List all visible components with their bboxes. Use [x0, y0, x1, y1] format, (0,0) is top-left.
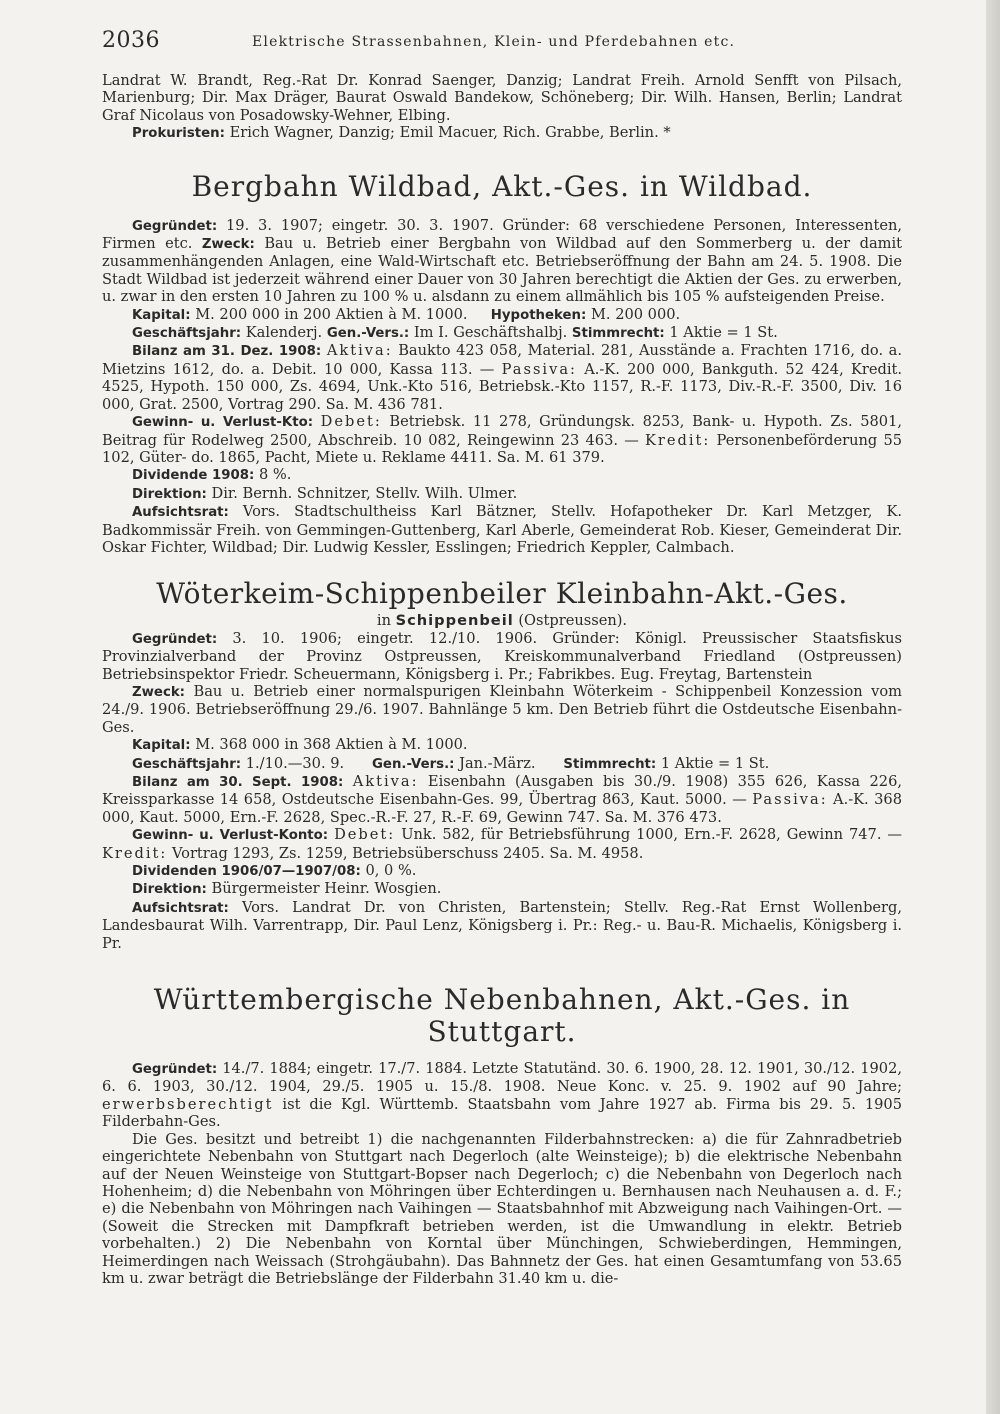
wuerttemberg-gegruendet-b: ist die Kgl. Württemb. Staatsbahn vom Jahre 1927 ab. Firma bis 29. 5. 1905 Filderbahn-Ges.: [102, 1095, 902, 1131]
wuerttemberg-gegruendet-a: 14./7. 1884; eingetr. 17./7. 1884. Letzte Statutänd. 30. 6. 1900, 28. 12. 1901, 30./12. 1902, 6. 6. 1903, 30./12. 1904, 29./5. 1905 u. 15./8. 1908. Neue Konc. v. 25. 9. 1902 auf 90 Jahre;: [102, 1060, 902, 1096]
wildbad-guv: Gewinn- u. Verlust-Kto: Debet: Betriebsk. 11 278, Gründungsk. 8253, Bank- u. Hypoth. Zs. 5801, Beitrag für Rodelweg 2500, Abschreib. 10 082, Reingewinn 23 463. — Kredit: Personenbeförderung 55 102, Güter- do. 1865, Pacht, Miete u. Reklame 4411. Sa. M. 61 379.: [102, 413, 903, 466]
prokuristen-paragraph: [102, 124, 902, 142]
wildbad-genvers-label: Gen.-Vers.:: [326, 326, 410, 342]
wildbad-stimmrecht-label: Stimmrecht:: [571, 326, 665, 342]
woeterkeim-guv-kredit: Vortrag 1293, Zs. 1259, Betriebsüberschuss 2405. Sa. M. 4958.: [171, 844, 644, 862]
page-content: [102, 72, 902, 1287]
wildbad-stimmrecht-text: 1 Aktie = 1 St.: [669, 324, 778, 342]
woeterkeim-genvers-label: Gen.-Vers.:: [372, 756, 455, 772]
wildbad-direktion-text: Dir. Bernh. Schnitzer, Stellv. Wilh. Ulmer.: [211, 484, 518, 502]
wildbad-kapital: [102, 306, 902, 324]
woeterkeim-gegruendet-text: 3. 10. 1906; eingetr. 12./10. 1906. Gründer: Königl. Preussischer Staatsfiskus Provinzialverband der Provinz Ostpreussen, Kreiskommunalverband Friedland (Ostpreussen) Betriebsinspektor Friedr. Scheuermann, Königsberg i. Pr.; Fabrikbes. Eug. Freytag, Bartenstein: [102, 629, 903, 683]
woeterkeim-stimmrecht-text: 1 Aktie = 1 St.: [660, 754, 770, 772]
woeterkeim-dividenden-text: 0, 0 %.: [365, 862, 417, 880]
woeterkeim-kredit-label: Kredit:: [102, 844, 168, 862]
wildbad-direktion-label: Direktion:: [132, 486, 207, 502]
intro-paragraph: [102, 72, 902, 124]
running-title: Elektrische Strassenbahnen, Klein- und Pferdebahnen etc.: [252, 34, 736, 50]
wuerttemberg-gegruendet-label: Gegründet:: [132, 1062, 218, 1078]
wuerttemberg-description: [102, 1131, 902, 1288]
prokuristen-label: Prokuristen:: [132, 126, 225, 142]
woeterkeim-title: Wöterkeim-Schippenbeiler Kleinbahn-Akt.-Ges.: [156, 577, 848, 611]
woeterkeim-debet-label: Debet:: [334, 826, 396, 844]
woeterkeim-zweck: [102, 683, 902, 736]
wildbad-hypotheken-label: Hypotheken:: [490, 307, 587, 323]
page-number: 2036: [102, 28, 160, 53]
wildbad-bilanz: Bilanz am 31. Dez. 1908: Aktiva: Baukto 423 058, Material. 281, Ausstände a. Frachten 1716, do. a. Mietzins 1612, do. a. Debit. 10 000, Kassa 113. — Passiva: A.-K. 200 000, Bankguth. 52 424, Kredit. 4525, Hypoth. 150 000, Zs. 4694, Unk.-Kto 516, Betriebsk.-Kto 1157, R.-F. 1173, Div.-R.-F. 3500, Div. 16 000, Grat. 2500, Vortrag 290. Sa. M. 436 781.: [102, 342, 902, 413]
wuerttemberg-gegruendet-spaced: erwerbsberechtigt: [102, 1095, 274, 1113]
wildbad-gegruendet: [102, 217, 902, 306]
wildbad-aufsichtsrat-text: Vors. Stadtschultheiss Karl Bätzner, Stellv. Hofapotheker Dr. Karl Metzger, K. Badkommissär Freih. von Gemmingen-Guttenberg, Karl Aberle, Gemeinderat Rob. Kieser, Gemeinderat Dir. Oskar Fichter, Wildbad; Dir. Ludwig Kessler, Esslingen; Friedrich Keppler, Calmbach.: [102, 503, 903, 556]
wuerttemberg-title: Württembergische Nebenbahnen, Akt.-Ges. in Stuttgart.: [153, 983, 851, 1049]
wildbad-kapital-label: Kapital:: [132, 307, 191, 323]
woeterkeim-gegruendet-label: Gegründet:: [132, 631, 218, 647]
woeterkeim-direktion-label: Direktion:: [132, 882, 207, 898]
woeterkeim-aufsichtsrat-label: Aufsichtsrat:: [132, 900, 229, 916]
wildbad-kapital-text: M. 200 000 in 200 Aktien à M. 1000.: [195, 305, 468, 323]
woeterkeim-bilanz-passiva: A.-K. 368 000, Kaut. 5000, Ern.-F. 2628, Spec.-R.-F. 27, R.-F. 69, Gewinn 747. Sa. M. 376 473.: [102, 791, 902, 826]
page-header: [102, 28, 902, 58]
wildbad-guv-debet: Betriebsk. 11 278, Gründungsk. 8253, Bank- u. Hypoth. Zs. 5801, Beitrag für Rodelweg 2500, Abschreib. 10 082, Reingewinn 23 463.: [102, 413, 902, 449]
woeterkeim-guv-debet: Unk. 582, für Betriebsführung 1000, Ern.-F. 2628, Gewinn 747. —: [401, 826, 903, 844]
woeterkeim-subtitle: [102, 612, 902, 629]
woeterkeim-zweck-text: Bau u. Betrieb einer normalspurigen Kleinbahn Wöterkeim - Schippenbeil Konzession vom 24./9. 1906. Betriebseröffnung 29./6. 1907. Bahnlänge 5 km. Den Betrieb führt die Ostdeutsche Eisenbahn-Ges.: [102, 682, 902, 736]
wildbad-geschaeftsjahr-label: Geschäftsjahr:: [132, 326, 242, 342]
wildbad-dividende-text: 8 %.: [258, 466, 292, 484]
wildbad-debet-label: Debet:: [320, 413, 382, 431]
woeterkeim-bilanz-label: Bilanz am 30. Sept. 1908:: [132, 775, 344, 790]
woeterkeim-sub-suffix: (Ostpreussen).: [518, 612, 628, 630]
woeterkeim-direktion-text: Bürgermeister Heinr. Wosgien.: [211, 880, 442, 898]
woeterkeim-bilanz: [102, 773, 902, 826]
wuerttemberg-gegruendet: [102, 1060, 902, 1131]
woeterkeim-guv-label: Gewinn- u. Verlust-Konto:: [132, 828, 329, 844]
woeterkeim-sub-prefix: in: [376, 612, 391, 630]
page-edge: [986, 0, 1000, 1414]
woeterkeim-kapital-label: Kapital:: [132, 738, 191, 754]
wildbad-bilanz-label: Bilanz am 31. Dez. 1908:: [132, 344, 322, 360]
woeterkeim-kapital-text: M. 368 000 in 368 Aktien à M. 1000.: [195, 736, 468, 754]
wildbad-aufsichtsrat: [102, 503, 902, 556]
wildbad-guv-label: Gewinn- u. Verlust-Kto:: [132, 415, 314, 431]
woeterkeim-dividenden-label: Dividenden 1906/07—1907/08:: [132, 864, 361, 880]
wildbad-aufsichtsrat-label: Aufsichtsrat:: [132, 505, 229, 521]
wildbad-aktiva-label: Aktiva:: [326, 342, 393, 360]
woeterkeim-guv: [102, 826, 902, 862]
wildbad-zweck-label: Zweck:: [201, 237, 255, 253]
wildbad-genvers-text: Im I. Geschäftshalbj.: [413, 324, 568, 342]
woeterkeim-aktiva-label: Aktiva:: [352, 773, 419, 790]
wildbad-gegruendet-label: Gegründet:: [132, 218, 218, 234]
wildbad-passiva-label: Passiva:: [501, 360, 577, 378]
woeterkeim-direktion: [102, 880, 902, 898]
woeterkeim-gegruendet: [102, 630, 902, 683]
wildbad-geschaeftsjahr-text: Kalenderj.: [245, 324, 323, 342]
wildbad-bilanz-aktiva: Baukto 423 058, Material. 281, Ausstände a. Frachten 1716, do. a. Mietzins 1612, do. a. Debit. 10 000, Kassa 113.: [102, 342, 902, 378]
wuerttemberg-description-text: Die Ges. besitzt und betreibt 1) die nachgenannten Filderbahnstrecken: a) die für Zahnradbetrieb eingerichtete Nebenbahn von Stuttgart nach Degerloch (alte Weinsteige); b) die elektrische Nebenbahn auf der Neuen Weinsteige von Stuttgart-Bopser nach Degerloch; c) die Nebenbahn von Degerloch nach Hohenheim; d) die Nebenbahn von Möhringen über Echterdingen u. Bernhausen nach Neuhausen a. d. F.; e) die Nebenbahn von Möhringen nach Vaihingen — Staatsbahnhof mit Abzweigung nach Vaihingen-Ort. — (Soweit die Strecken mit Dampfkraft betrieben werden, ist die Umwandlung in elektr. Betrieb vorbehalten.) 2) Die Nebenbahn von Korntal über Münchingen, Schwieberdingen, Hemmingen, Heimerdingen nach Weissach (Strohgäubahn). Das Bahnnetz der Ges. hat einen Gesamtumfang von 53.65 km u. zwar beträgt die Betriebslänge der Filderbahn 31.40 km u. die-: [102, 1130, 902, 1287]
woeterkeim-geschaeftsjahr-label: Geschäftsjahr:: [132, 756, 242, 772]
woeterkeim-genvers-text: Jan.-März.: [459, 754, 536, 772]
intro-text: Landrat W. Brandt, Reg.-Rat Dr. Konrad Saenger, Danzig; Landrat Freih. Arnold Senfft von Pilsach, Marienburg; Dir. Max Dräger, Baurat Oswald Bandekow, Schöneberg; Dir. Wilh. Hansen, Berlin; Landrat Graf Nicolaus von Posadowsky-Wehner, Elbing.: [102, 72, 902, 124]
wildbad-zweck-text: Bau u. Betrieb einer Bergbahn von Wildbad auf den Sommerberg u. der damit zusammenhängenden Anlagen, eine Wald-Wirtschaft etc. Betriebseröffnung der Bahn am 24. 5. 1908. Die Stadt Wildbad ist jederzeit während einer Dauer von 30 Jahren berechtigt die Aktien der Ges. zu erwerben, u. zwar in den ersten 10 Jahren zu 100 % u. alsdann zu einem allmählich bis 105 % aufsteigenden Preise.: [102, 235, 903, 306]
wildbad-dividende: [102, 466, 902, 484]
prokuristen-text: Erich Wagner, Danzig; Emil Macuer, Rich. Grabbe, Berlin. *: [229, 124, 671, 142]
woeterkeim-dividenden: [102, 862, 902, 880]
wildbad-guv-kredit: Personenbeförderung 55 102, Güter- do. 1865, Pacht, Miete u. Reklame 4411. Sa. M. 61 379.: [102, 431, 903, 466]
woeterkeim-bilanz-aktiva: Eisenbahn (Ausgaben bis 30./9. 1908) 355 626, Kassa 226, Kreissparkasse 14 658, Ostdeutsche Eisenbahn-Ges. 99, Übertrag 863, Kaut. 5000. —: [102, 773, 902, 809]
wildbad-title: Bergbahn Wildbad, Akt.-Ges. in Wildbad.: [191, 169, 813, 203]
wildbad-hypotheken-text: M. 200 000.: [590, 305, 681, 323]
woeterkeim-aufsichtsrat: [102, 899, 902, 952]
woeterkeim-aufsichtsrat-text: Vors. Landrat Dr. von Christen, Bartenstein; Stellv. Reg.-Rat Ernst Wollenberg, Landesbaurat Wilh. Varrentrapp, Dir. Paul Lenz, Königsberg i. Pr.: Reg.- u. Bau-R. Michaelis, Königsberg i. Pr.: [102, 898, 903, 952]
woeterkeim-geschaeftsjahr-text: 1./10.—30. 9.: [245, 754, 345, 772]
wildbad-kredit-label: Kredit:: [645, 431, 711, 449]
wildbad-bilanz-passiva: A.-K. 200 000, Bankguth. 52 424, Kredit. 4525, Hypoth. 150 000, Zs. 4694, Unk.-Kto 516, Betriebsk.-Kto 1157, R.-F. 1173, Div.-R.-F. 3500, Div. 16 000, Grat. 2500, Vortrag 290. Sa. M. 436 781.: [102, 360, 902, 413]
wildbad-geschaeftsjahr: [102, 324, 902, 342]
woeterkeim-sub-town: Schippenbeil: [395, 612, 514, 630]
woeterkeim-geschaeftsjahr: [102, 755, 902, 773]
wildbad-gegruendet-text: 19. 3. 1907; eingetr. 30. 3. 1907. Gründer: 68 verschiedene Personen, Interessenten, Firmen etc.: [102, 216, 902, 253]
woeterkeim-passiva-label: Passiva:: [752, 791, 828, 809]
woeterkeim-kapital: [102, 736, 902, 754]
woeterkeim-stimmrecht-label: Stimmrecht:: [563, 756, 657, 772]
wildbad-direktion: [102, 485, 902, 503]
wildbad-dividende-label: Dividende 1908:: [132, 468, 255, 484]
woeterkeim-zweck-label: Zweck:: [132, 684, 185, 700]
